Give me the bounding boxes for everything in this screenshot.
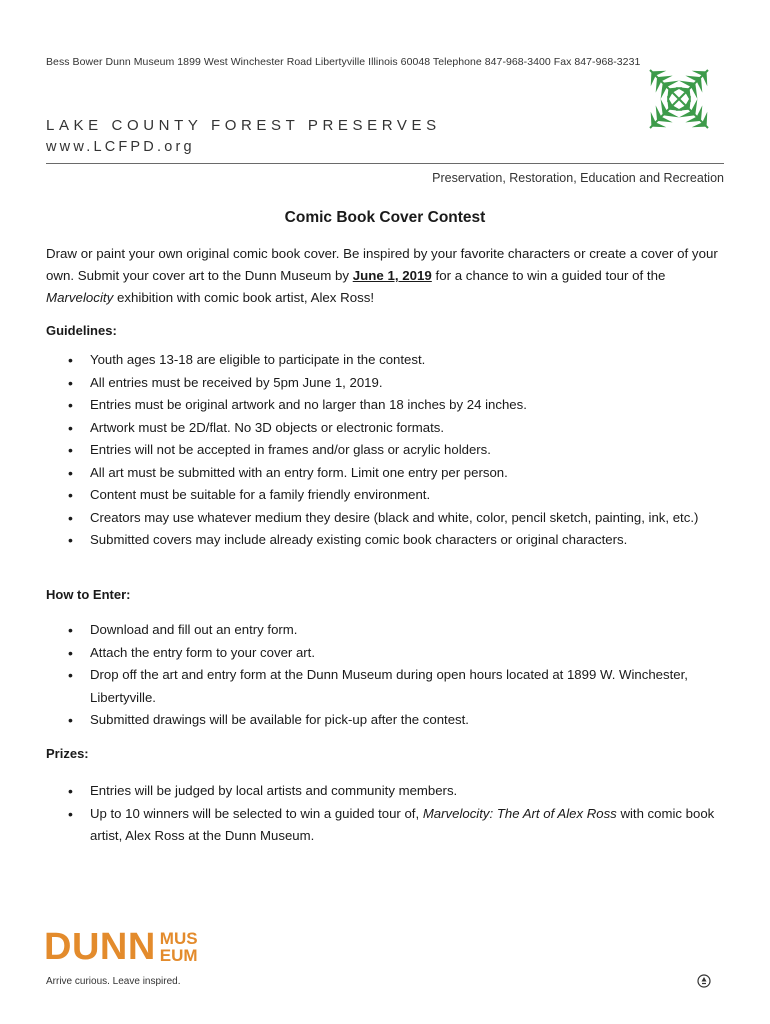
logo-main-text: DUNN: [44, 926, 156, 968]
intro-text-1: Draw or paint your own original comic book cover. Be inspired by your favorite characters or create a cover of your own. Submit your cover art to the Dunn Museum by: [46, 246, 718, 283]
logo-small-text: [160, 930, 198, 964]
document-title: Comic Book Cover Contest: [284, 209, 486, 226]
header-address: Bess Bower Dunn Museum 1899 West Winchester Road Libertyville Illinois 60048 Telephone 847-968-3400 Fax 847-968-3231: [46, 56, 641, 68]
recycle-icon: [697, 974, 711, 988]
prize-exhibit-title: Marvelocity: The Art of Alex Ross: [422, 805, 617, 821]
how-to-enter-list: [46, 619, 718, 732]
header-tagline: Preservation, Restoration, Education and Recreation: [432, 171, 724, 185]
prizes-heading: Prizes:: [46, 746, 89, 761]
list-item: • Submitted drawings will be available for pick-up after the contest.: [46, 709, 718, 732]
list-item: • Submitted covers may include already existing comic book characters or original characters.: [46, 529, 718, 552]
exhibit-name: Marvelocity: [46, 290, 114, 305]
leaf-cross-logo-icon: [632, 52, 726, 146]
list-item: • Entries will be judged by local artists and community members.: [46, 780, 718, 803]
deadline-date: June 1, 2019: [352, 268, 432, 283]
list-item: • Entries must be original artwork and no larger than 18 inches by 24 inches.: [46, 394, 718, 417]
list-item: • Content must be suitable for a family friendly environment.: [46, 484, 718, 507]
list-item: [46, 803, 718, 848]
museum-tagline: Arrive curious. Leave inspired.: [46, 976, 181, 987]
org-name: LAKE COUNTY FOREST PRESERVES: [46, 117, 441, 134]
how-to-enter-heading: How to Enter:: [46, 587, 131, 602]
prize-text-2: with comic book artist, Alex Ross at the Dunn Museum.: [90, 805, 715, 843]
list-item: • All entries must be received by 5pm June 1, 2019.: [46, 372, 718, 395]
logo-small-line-2: EUM: [159, 946, 198, 965]
prize-text-1: Up to 10 winners will be selected to win a guided tour of,: [90, 805, 423, 821]
guidelines-heading: Guidelines:: [46, 323, 117, 338]
list-item: • Entries will not be accepted in frames and/or glass or acrylic holders.: [46, 439, 718, 462]
list-item: • Attach the entry form to your cover art.: [46, 642, 718, 665]
dunn-museum-logo: [44, 928, 198, 966]
intro-paragraph: [46, 243, 730, 309]
list-item: • Artwork must be 2D/flat. No 3D objects or electronic formats.: [46, 417, 718, 440]
list-item: • Creators may use whatever medium they desire (black and white, color, pencil sketch, painting, ink, etc.): [46, 507, 718, 530]
header-divider: [46, 163, 724, 164]
intro-text-2: for a chance to win a guided tour of the: [431, 268, 666, 283]
guidelines-list: [46, 349, 718, 552]
intro-text-3: exhibition with comic book artist, Alex Ross!: [113, 290, 375, 305]
list-item: • Youth ages 13-18 are eligible to participate in the contest.: [46, 349, 718, 372]
list-item: • Drop off the art and entry form at the Dunn Museum during open hours located at 1899 W. Winchester, Libertyville.: [46, 664, 718, 709]
prizes-list: [46, 780, 718, 848]
list-item: • All art must be submitted with an entry form. Limit one entry per person.: [46, 462, 718, 485]
logo-small-line-1: MUS: [159, 929, 198, 948]
list-item: • Download and fill out an entry form.: [46, 619, 718, 642]
org-website: www.LCFPD.org: [46, 139, 195, 155]
